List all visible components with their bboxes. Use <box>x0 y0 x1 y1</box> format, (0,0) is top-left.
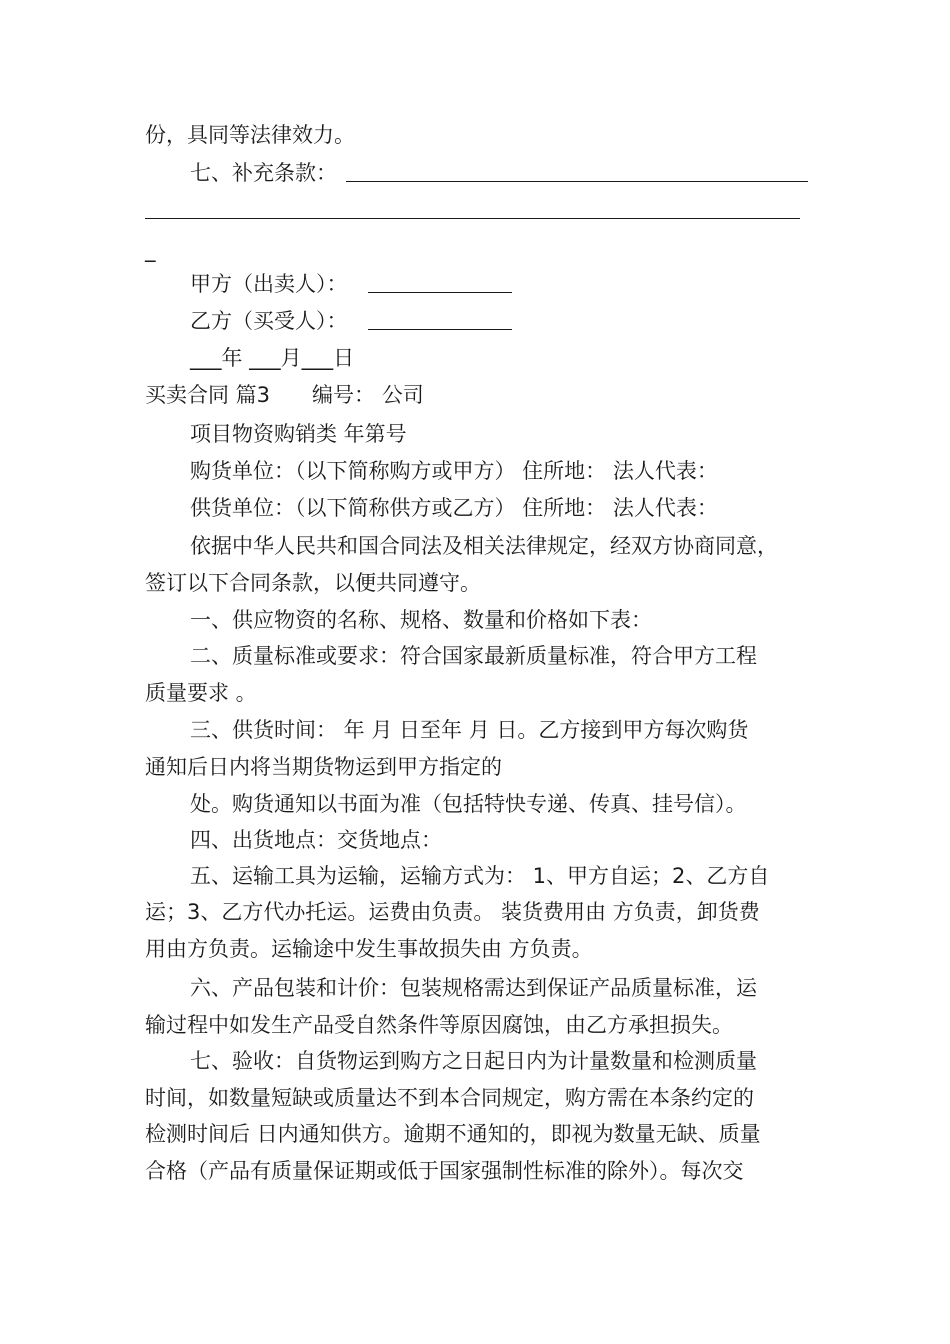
supplementary-terms-blank-2 <box>145 218 800 219</box>
text-line: 时间，如数量短缺或质量达不到本合同规定，购方需在本条约定的 <box>145 1086 754 1110</box>
text-line: 合格（产品有质量保证期或低于国家强制性标准的除外）。每次交 <box>145 1159 744 1183</box>
section-heading: 买卖合同 篇3 编号： 公司 <box>145 383 424 407</box>
clause-1: 一、供应物资的名称、规格、数量和价格如下表： <box>190 608 652 632</box>
text-line: 份，具同等法律效力。 <box>145 123 355 147</box>
text-line: 输过程中如发生产品受自然条件等原因腐蚀，由乙方承担损失。 <box>145 1013 733 1037</box>
clause-3: 三、供货时间： 年 月 日至年 月 日。乙方接到甲方每次购货 <box>190 718 749 742</box>
clause-6: 六、产品包装和计价：包装规格需达到保证产品质量标准，运 <box>190 976 757 1000</box>
text-line: 用由方负责。运输途中发生事故损失由 方负责。 <box>145 937 593 961</box>
clause-2: 二、质量标准或要求：符合国家最新质量标准，符合甲方工程 <box>190 644 757 668</box>
party-b-buyer-label: 乙方（买受人）： <box>190 309 348 333</box>
text-line: 通知后日内将当期货物运到甲方指定的 <box>145 755 502 779</box>
party-a-seller-label: 甲方（出卖人）： <box>190 272 348 296</box>
supplementary-terms-blank <box>346 181 808 182</box>
date-line: ___年 ___月___日 <box>190 346 355 370</box>
clause-7: 七、验收：自货物运到购方之日起日内为计量数量和检测质量 <box>190 1049 757 1073</box>
text-line: 检测时间后 日内通知供方。逾期不通知的，即视为数量无缺、质量 <box>145 1122 761 1146</box>
text-line: 运；3、乙方代办托运。运费由负责。 装货费用由 方负责，卸货费 <box>145 900 760 924</box>
supplier-unit-line: 供货单位：（以下简称供方或乙方） 住所地： 法人代表： <box>190 496 718 520</box>
clause-4: 四、出货地点：交货地点： <box>190 828 442 852</box>
party-b-signature-blank <box>368 329 512 330</box>
text-line: 质量要求 。 <box>145 681 257 705</box>
clause-5: 五、运输工具为运输，运输方式为： 1、甲方自运；2、乙方自 <box>190 864 770 888</box>
party-a-signature-blank <box>368 292 512 293</box>
buyer-unit-line: 购货单位：（以下简称购方或甲方） 住所地： 法人代表： <box>190 459 718 483</box>
text-line: 依据中华人民共和国合同法及相关法律规定，经双方协商同意， <box>190 534 778 558</box>
supplementary-terms-label: 七、补充条款： <box>190 161 337 185</box>
text-line: 处。购货通知以书面为准（包括特快专递、传真、挂号信）。 <box>190 792 747 816</box>
text-line: 签订以下合同条款，以便共同遵守。 <box>145 571 481 595</box>
text-line: 项目物资购销类 年第号 <box>190 422 407 446</box>
text-line: _ <box>145 238 156 262</box>
